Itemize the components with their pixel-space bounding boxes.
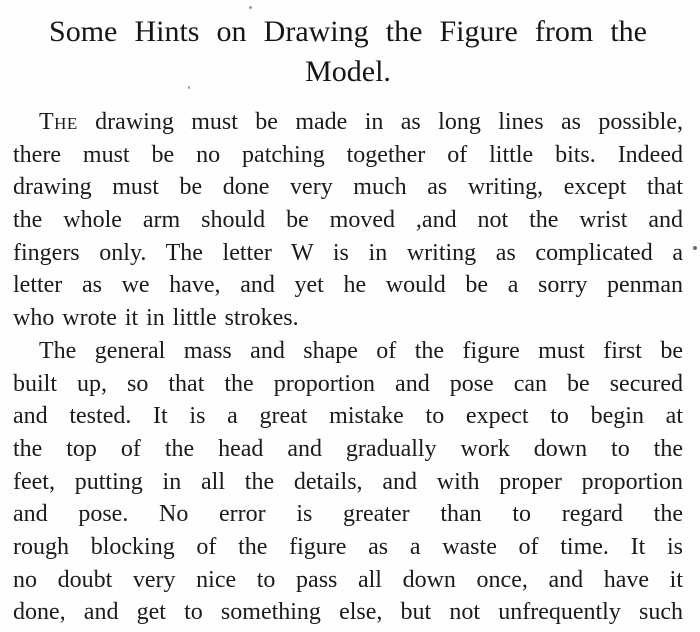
text-line: done, and get to something else, but not unfrequently such [13,599,683,626]
page-body [13,106,683,629]
text-line [13,106,683,139]
text-line: fingers only. The letter W is in writing as complicated a [13,239,683,266]
text-line: built up, so that the proportion and pose can be secured [13,370,683,397]
paragraph-2 [13,335,683,629]
title-line-2: Model. [305,55,391,88]
page-title [13,12,683,92]
lead-word-smallcaps: The [39,109,78,135]
text-line: The general mass and shape of the figure must first be [39,337,683,364]
text-line: rough blocking of the figure as a waste of time. It is [13,533,683,560]
text-line: letter as we have, and yet he would be a sorry penman [13,272,683,299]
text-line: and tested. It is a great mistake to expect to begin at [13,403,683,430]
text-line: there must be no patching together of little bits. Indeed [13,141,683,168]
text-line: feet, putting in all the details, and with proper proportion [13,468,683,495]
text-line-content: drawing must be made in as long lines as possible, [95,109,683,135]
text-line: who wrote it in little strokes. [13,305,299,332]
ink-speck [249,6,252,9]
text-line: the whole arm should be moved ,and not the wrist and [13,207,683,234]
text-line: no doubt very nice to pass all down once, and have it [13,566,683,593]
paragraph-1 [13,106,683,335]
text-line: drawing must be done very much as writing, except that [13,174,683,201]
ink-speck [188,86,190,89]
title-line-1: Some Hints on Drawing the Figure from the [49,15,647,48]
ink-speck [693,246,697,250]
text-line: and pose. No error is greater than to regard the [13,501,683,528]
text-line: the top of the head and gradually work down to the [13,435,683,462]
